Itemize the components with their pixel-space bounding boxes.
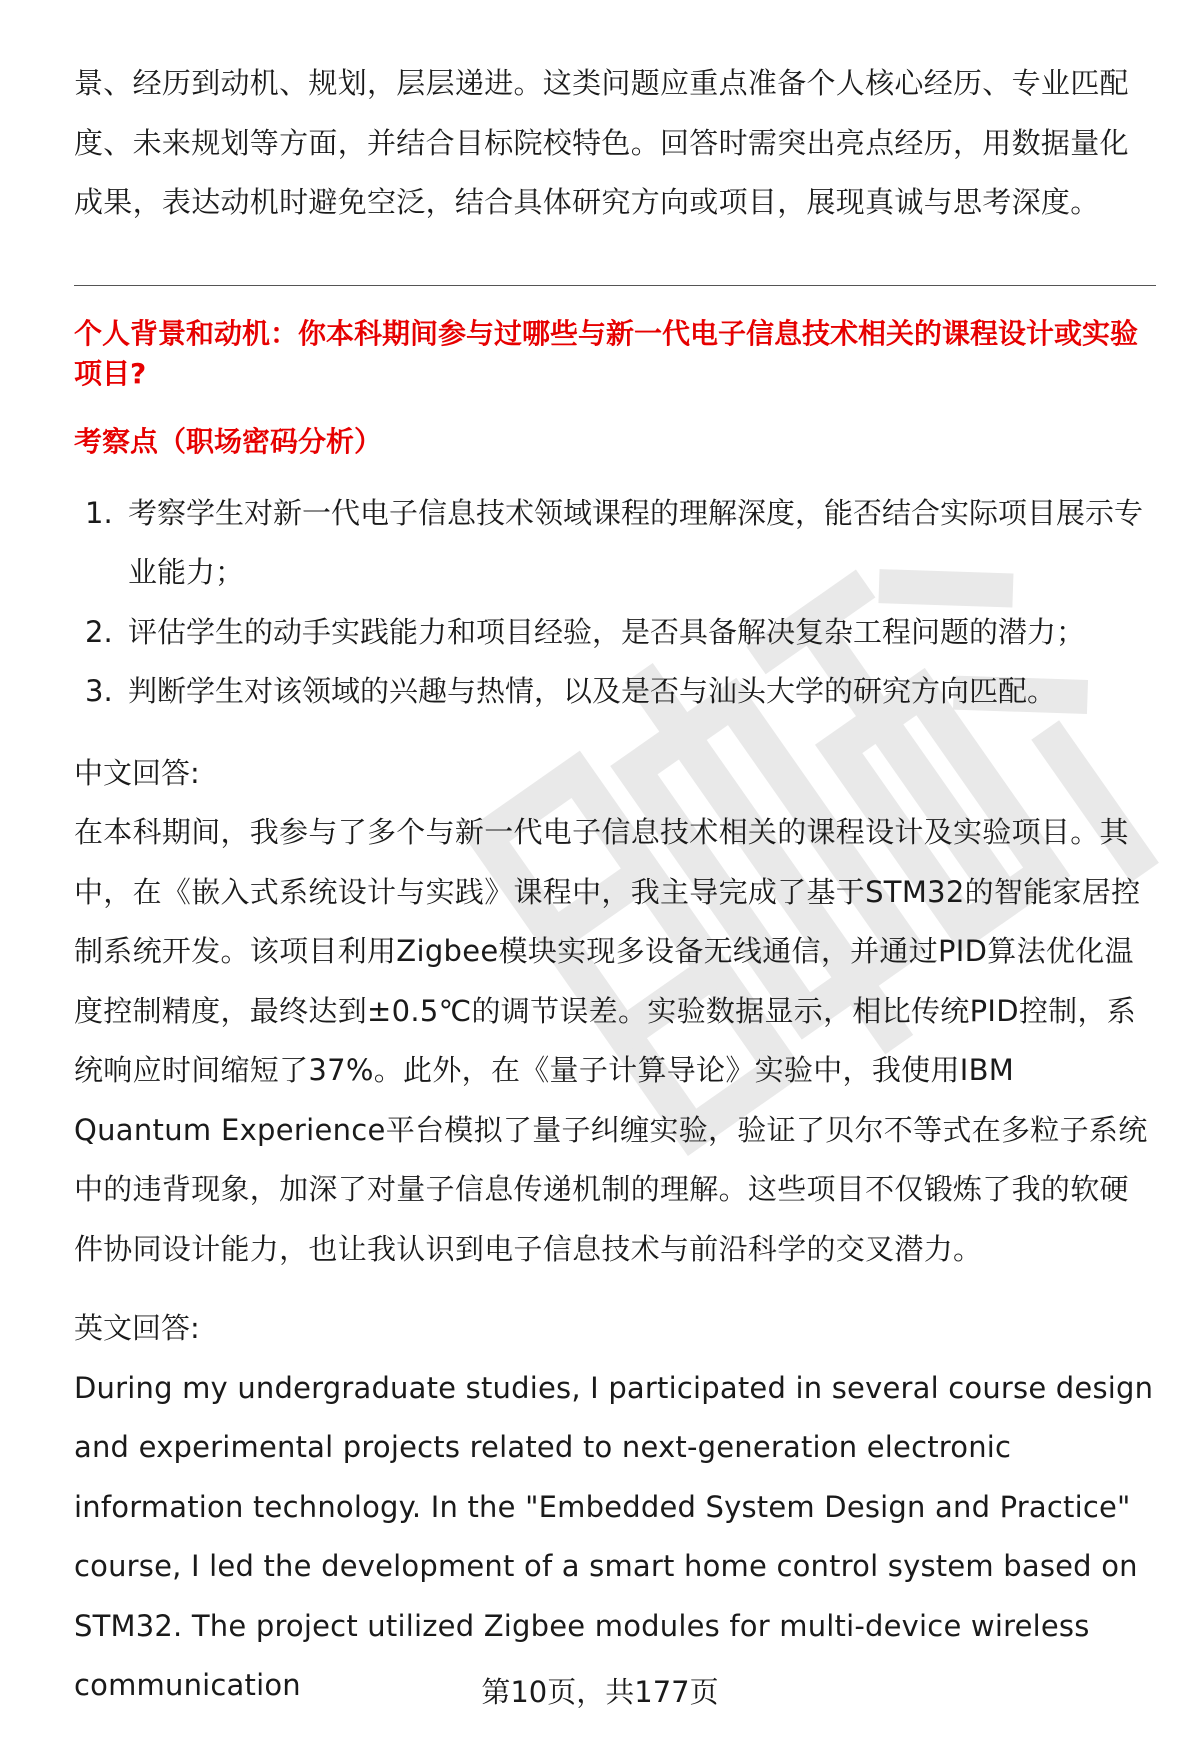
list-item-text: 评估学生的动手实践能力和项目经验，是否具备解决复杂工程问题的潜力； <box>128 614 1086 649</box>
page-content <box>74 54 1154 1716</box>
list-number: 3. <box>85 674 113 708</box>
list-item <box>74 603 1154 663</box>
cn-answer-label: 中文回答: <box>74 755 200 790</box>
list-number: 2. <box>85 614 113 649</box>
cn-answer: 在本科期间，我参与了多个与新一代电子信息技术相关的课程设计及实验项目。其中，在《嵌入式系统设计与实践》课程中，我主导完成了基于STM32的智能家居控制系统开发。该项目利用Zigbee模块实现多设备无线通信，并通过PID算法优化温度控制精度，最终达到±0.5℃的调节误差。实验数据显示，相比传统PID控制，系统响应时间缩短了37%。此外，在《量子计算导论》实验中，我使用IBM Quantum Experience平台模拟了量子纠缠实验，验证了贝尔不等式在多粒子系统中的违背现象，加深了对量子信息传递机制的理解。这些项目不仅锻炼了我的软硬件协同设计能力，也让我认识到电子信息技术与前沿科学的交叉潜力。 <box>74 815 1148 1266</box>
section-divider <box>74 285 1156 286</box>
points-title: 考察点（职场密码分析） <box>74 424 383 458</box>
intro-paragraph: 景、经历到动机、规划，层层递进。这类问题应重点准备个人核心经历、专业匹配度、未来规划等方面，并结合目标院校特色。回答时需突出亮点经历，用数据量化成果，表达动机时避免空泛，结合具体研究方向或项目，展现真诚与思考深度。 <box>74 66 1129 219</box>
list-item-text: 判断学生对该领域的兴趣与热情，以及是否与汕头大学的研究方向匹配。 <box>128 674 1057 708</box>
list-item-text: 考察学生对新一代电子信息技术领域课程的理解深度，能否结合实际项目展示专业能力； <box>128 495 1144 589</box>
en-answer-label: 英文回答: <box>74 1311 200 1345</box>
page-footer: 第10页，共177页 <box>481 1675 719 1709</box>
list-item <box>74 484 1154 603</box>
list-item <box>74 662 1154 722</box>
question-heading: 个人背景和动机：你本科期间参与过哪些与新一代电子信息技术相关的课程设计或实验项目? <box>74 316 1139 390</box>
en-answer: During my undergraduate studies, I participated in several course design and experimental projects related to next-generation electronic information technology. In the "Embedded System Design and Practice" course, I led the development of a smart home control system based on STM32. The project utilized Zigbee modules for multi-device wireless communication <box>74 1370 1154 1702</box>
list-number: 1. <box>85 495 113 530</box>
points-list <box>74 484 1154 722</box>
